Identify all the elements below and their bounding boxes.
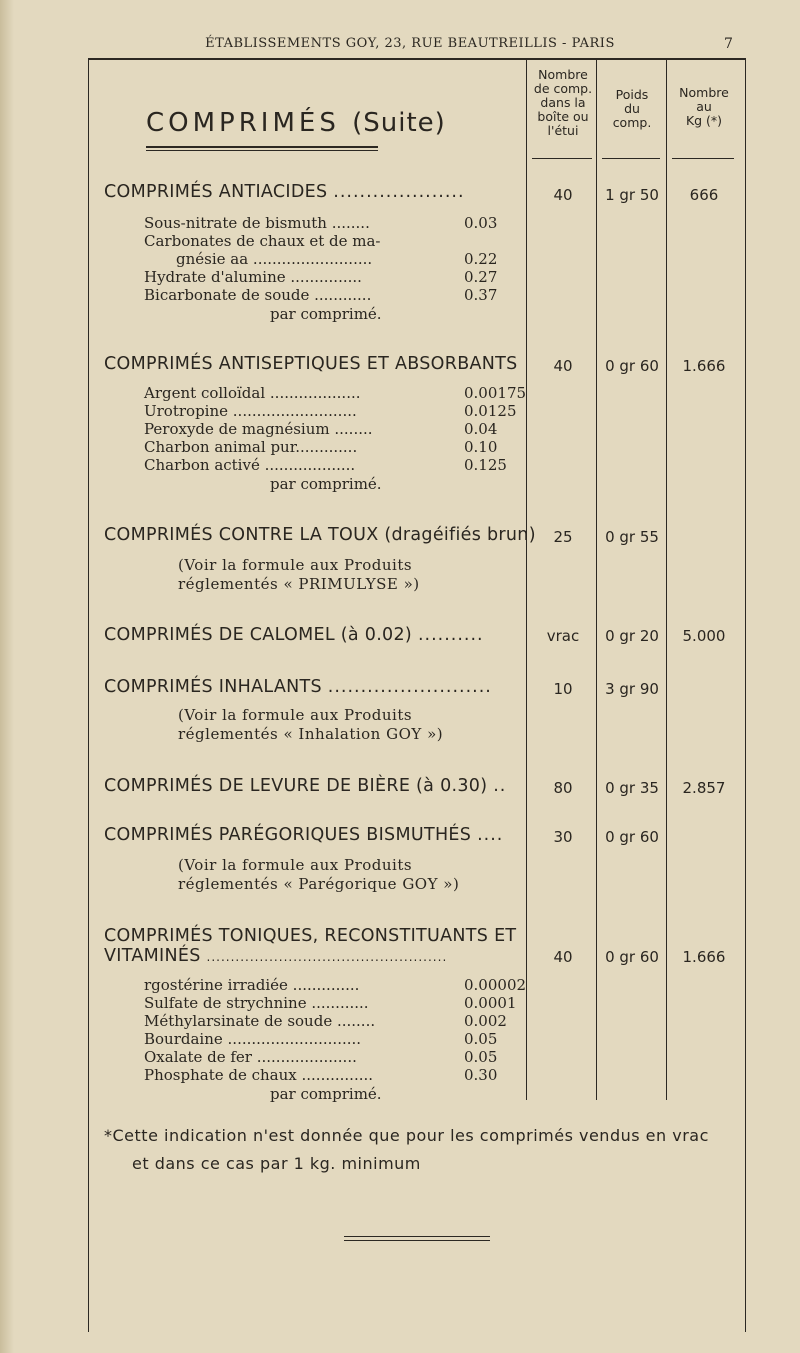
col-header-line: Poids: [615, 87, 649, 102]
ingredient-label: Phosphate de chaux ...............: [144, 1066, 374, 1084]
count-value: 30: [553, 828, 573, 846]
section-name: COMPRIMÉS ANTIACIDES: [104, 182, 328, 202]
count-value: 25: [553, 528, 573, 546]
running-header: ÉTABLISSEMENTS GOY, 23, RUE BEAUTREILLIS - PARIS: [205, 36, 615, 51]
perkg-value: 666: [689, 186, 719, 204]
closing-rule: [344, 1240, 490, 1241]
ingredient-amount: 0.0001: [464, 994, 517, 1012]
section-name: COMPRIMÉS CONTRE LA TOUX (dragéifiés brun): [104, 525, 536, 545]
leader-dots: ..........: [417, 625, 484, 645]
col-header-line: l'étui: [547, 123, 579, 138]
page-edge: [0, 0, 14, 1353]
section-name: COMPRIMÉS PARÉGORIQUES BISMUTHÉS: [104, 825, 472, 845]
formula-note: réglementés « Parégorique GOY »): [178, 875, 460, 893]
col-header-line: boîte ou: [537, 109, 589, 124]
section-heading-cont: [104, 946, 447, 966]
col-header-line: du: [624, 101, 640, 116]
col-header-line: Kg (*): [685, 113, 723, 128]
weight-value: 0 gr 60: [605, 828, 659, 846]
footnote-line: et dans ce cas par 1 kg. minimum: [132, 1154, 421, 1173]
section-heading: [104, 776, 506, 796]
ingredient-amount: 0.002: [464, 1012, 507, 1030]
section-heading: [104, 354, 518, 374]
section-name: COMPRIMÉS TONIQUES, RECONSTITUANTS ET: [104, 926, 517, 946]
perkg-value: 1.666: [682, 948, 726, 966]
ingredient-label: gnésie aa .........................: [176, 250, 373, 268]
col-header-line: Nombre: [679, 85, 729, 100]
ingredient-label: Bicarbonate de soude ............: [144, 286, 372, 304]
count-value: 40: [553, 186, 573, 204]
ingredient-amount: 0.00002: [464, 976, 527, 994]
col-header-count: [528, 68, 598, 138]
section-name: VITAMINÉS: [104, 946, 201, 966]
count-value: 10: [553, 680, 573, 698]
perkg-value: 5.000: [682, 627, 726, 645]
leader-dots: ..................................................: [206, 950, 448, 964]
page-title: [146, 108, 446, 138]
section-name: COMPRIMÉS DE LEVURE DE BIÈRE (à 0.30): [104, 776, 488, 796]
section-heading: [104, 825, 503, 845]
count-value: 40: [553, 948, 573, 966]
col-header-rule: [672, 158, 734, 159]
perkg-value: 1.666: [682, 357, 726, 375]
section-heading: [104, 625, 484, 645]
weight-value: 0 gr 55: [605, 528, 659, 546]
weight-value: 0 gr 60: [605, 357, 659, 375]
closing-rule: [344, 1236, 490, 1237]
formula-note: (Voir la formule aux Produits: [178, 706, 413, 724]
ingredient-amount: 0.10: [464, 438, 498, 456]
ingredient-amount: 0.27: [464, 268, 498, 286]
section-heading: [104, 525, 536, 545]
formula-note: (Voir la formule aux Produits: [178, 856, 413, 874]
title-main: COMPRIMÉS: [146, 108, 340, 138]
ingredient-label: Charbon activé ...................: [144, 456, 356, 474]
title-underline: [146, 150, 378, 151]
section-name: COMPRIMÉS INHALANTS: [104, 677, 322, 697]
ingredient-label: Bourdaine ............................: [144, 1030, 362, 1048]
ingredient-label: Sous-nitrate de bismuth ........: [144, 214, 370, 232]
col-header-weight: [598, 88, 666, 130]
column-divider: [526, 60, 527, 1100]
ingredient-amount: 0.37: [464, 286, 498, 304]
col-header-line: de comp.: [533, 81, 593, 96]
col-header-line: Nombre: [538, 67, 588, 82]
ingredient-label: Oxalate de fer .....................: [144, 1048, 357, 1066]
page-number: 7: [724, 36, 733, 52]
col-header-rule: [532, 158, 592, 159]
ingredient-label: Argent colloïdal ...................: [144, 384, 361, 402]
col-header-perkg: [666, 86, 742, 128]
weight-value: 3 gr 90: [605, 680, 659, 698]
ingredient-label: Charbon animal pur.............: [144, 438, 358, 456]
formula-note: réglementés « PRIMULYSE »): [178, 575, 420, 593]
ingredient-label: Carbonates de chaux et de ma-: [144, 232, 381, 250]
ingredient-amount: 0.05: [464, 1048, 498, 1066]
weight-value: 0 gr 60: [605, 948, 659, 966]
col-header-line: dans la: [540, 95, 586, 110]
section-name: COMPRIMÉS ANTISEPTIQUES ET ABSORBANTS: [104, 354, 518, 374]
leader-dots: ....: [477, 825, 504, 845]
ingredient-label: rgostérine irradiée ..............: [144, 976, 360, 994]
weight-value: 1 gr 50: [605, 186, 659, 204]
title-suite: (Suite): [352, 108, 446, 138]
formula-note: réglementés « Inhalation GOY »): [178, 725, 444, 743]
per-tablet-note: par comprimé.: [270, 305, 382, 323]
col-header-line: au: [696, 99, 712, 114]
formula-note: (Voir la formule aux Produits: [178, 556, 413, 574]
footnote-line: *Cette indication n'est donnée que pour les comprimés vendus en vrac: [104, 1126, 709, 1145]
count-value: 40: [553, 357, 573, 375]
ingredient-amount: 0.05: [464, 1030, 498, 1048]
ingredient-amount: 0.22: [464, 250, 498, 268]
ingredient-amount: 0.03: [464, 214, 498, 232]
title-underline: [146, 146, 378, 148]
ingredient-amount: 0.30: [464, 1066, 498, 1084]
leader-dots: ....................: [333, 182, 465, 202]
section-heading: [104, 182, 465, 202]
ingredient-amount: 0.0125: [464, 402, 517, 420]
col-header-rule: [602, 158, 660, 159]
column-divider: [596, 60, 597, 1100]
section-name: COMPRIMÉS DE CALOMEL (à 0.02): [104, 625, 413, 645]
ingredient-label: Méthylarsinate de soude ........: [144, 1012, 376, 1030]
count-value: vrac: [546, 627, 580, 645]
ingredient-label: Urotropine ..........................: [144, 402, 357, 420]
section-heading: [104, 926, 516, 946]
weight-value: 0 gr 35: [605, 779, 659, 797]
per-tablet-note: par comprimé.: [270, 1085, 382, 1103]
leader-dots: .........................: [327, 677, 492, 697]
count-value: 80: [553, 779, 573, 797]
perkg-value: 2.857: [682, 779, 726, 797]
column-divider: [666, 60, 667, 1100]
ingredient-amount: 0.04: [464, 420, 498, 438]
weight-value: 0 gr 20: [605, 627, 659, 645]
section-heading: [104, 677, 492, 697]
ingredient-amount: 0.00175: [464, 384, 527, 402]
ingredient-label: Hydrate d'alumine ...............: [144, 268, 362, 286]
ingredient-amount: 0.125: [464, 456, 507, 474]
ingredient-label: Peroxyde de magnésium ........: [144, 420, 373, 438]
ingredient-label: Sulfate de strychnine ............: [144, 994, 369, 1012]
col-header-line: comp.: [612, 115, 652, 130]
leader-dots: ..: [493, 776, 507, 796]
per-tablet-note: par comprimé.: [270, 475, 382, 493]
